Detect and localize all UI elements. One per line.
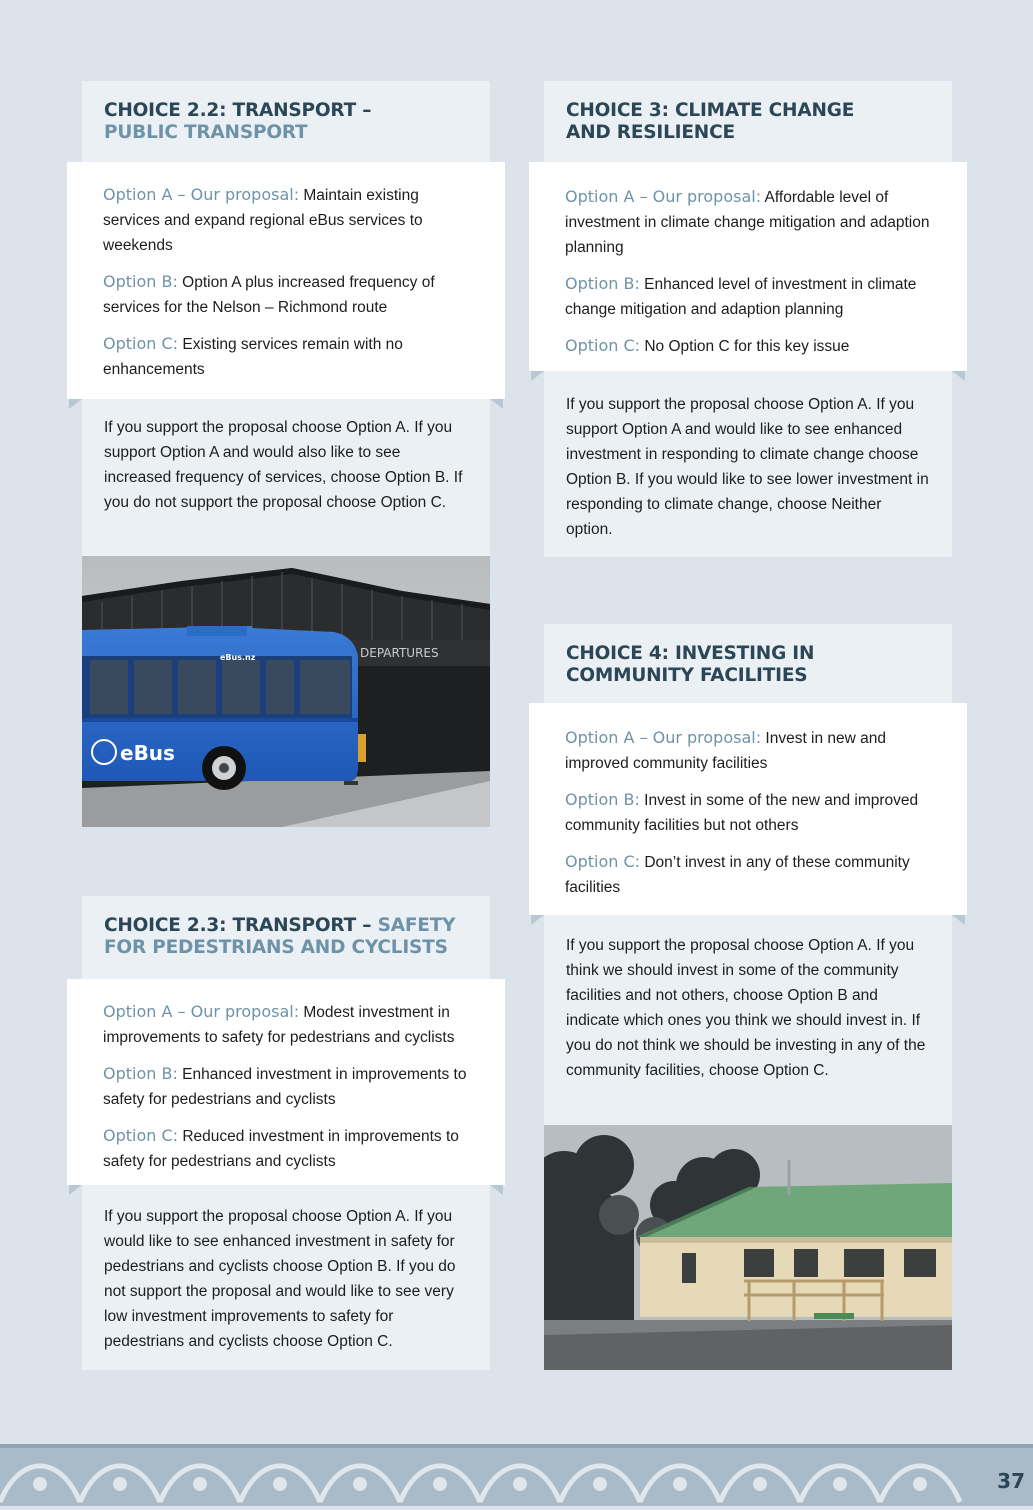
fold-corner xyxy=(69,399,82,409)
option-c-label: Option C: xyxy=(565,336,641,355)
choice-2-2-title xyxy=(104,100,468,144)
fold-corner xyxy=(69,1185,82,1195)
choice-4-title-line1: CHOICE 4: INVESTING IN xyxy=(566,643,815,664)
option-a-text: Affordable level of investment in climate change mitigation and adaption planning xyxy=(565,189,930,256)
option-b-label: Option B: xyxy=(565,274,640,293)
choice-4-note xyxy=(544,915,952,1125)
option-c-label: Option C: xyxy=(103,1126,179,1145)
choice-3-options xyxy=(529,162,967,371)
option-c-text: Don’t invest in any of these community facilities xyxy=(565,854,910,896)
fold-corner xyxy=(490,399,503,409)
option-b-label: Option B: xyxy=(103,272,178,291)
fold-corner xyxy=(952,371,965,381)
choice-4-title-line2: COMMUNITY FACILITIES xyxy=(566,665,808,686)
choice-2-2-options xyxy=(67,162,505,399)
footer-pattern xyxy=(0,1444,1033,1506)
choice-2-3-option-a xyxy=(103,999,469,1050)
option-a-label: Option A – Our proposal: xyxy=(565,187,762,206)
fold-corner xyxy=(531,915,544,925)
choice-2-3-option-c xyxy=(103,1123,469,1174)
choice-2-2-header xyxy=(82,81,490,163)
option-c-text: Existing services remain with no enhancements xyxy=(103,336,403,378)
choice-3-title xyxy=(566,100,930,144)
choice-2-3-options xyxy=(67,979,505,1185)
choice-2-3-title-line2: FOR PEDESTRIANS AND CYCLISTS xyxy=(104,937,448,958)
choice-2-2-note-text: If you support the proposal choose Option A. If you support Option A and would also like to see increased frequency of services, choose Option B. If you do not support the proposal choose Option C. xyxy=(104,419,463,511)
ebus-website: eBus.nz xyxy=(220,653,256,662)
choice-4-header xyxy=(544,624,952,705)
choice-2-3-card xyxy=(67,896,505,1370)
option-c-text: Reduced investment in improvements to safety for pedestrians and cyclists xyxy=(103,1128,459,1170)
option-a-label: Option A – Our proposal: xyxy=(103,1002,300,1021)
ebus-photo xyxy=(82,556,490,827)
choice-4-card xyxy=(529,624,967,1125)
choice-3-note-text: If you support the proposal choose Option A. If you support Option A and would like to see enhanced investment in responding to climate change choose Option B. If you would like to see lower investment in responding to climate change, choose Neither option. xyxy=(566,396,929,538)
choice-2-3-title-part1: CHOICE 2.3: TRANSPORT – xyxy=(104,915,378,936)
option-c-label: Option C: xyxy=(103,334,179,353)
option-a-text: Invest in new and improved community facilities xyxy=(565,730,887,772)
page-number: 37 xyxy=(997,1469,1025,1493)
choice-2-3-title xyxy=(104,915,468,959)
departures-sign: DEPARTURES xyxy=(360,646,439,660)
choice-2-2-option-c xyxy=(103,331,469,382)
ebus-brand: eBus xyxy=(120,741,175,765)
choice-4-option-a xyxy=(565,725,931,776)
choice-2-2-title-line2: PUBLIC TRANSPORT xyxy=(104,122,308,143)
option-a-text: Modest investment in improvements to safety for pedestrians and cyclists xyxy=(103,1004,455,1046)
ebus-illustration xyxy=(82,556,490,827)
choice-2-2-card xyxy=(67,81,505,556)
koru-pattern-icon xyxy=(0,1444,1033,1506)
choice-4-option-c xyxy=(565,849,931,900)
fold-corner xyxy=(952,915,965,925)
choice-4-title xyxy=(566,643,930,687)
choice-2-2-note xyxy=(82,399,490,556)
option-b-label: Option B: xyxy=(565,790,640,809)
choice-3-title-line1: CHOICE 3: CLIMATE CHANGE xyxy=(566,100,855,121)
choice-3-header xyxy=(544,81,952,163)
choice-2-3-option-b xyxy=(103,1061,469,1112)
community-hall-illustration xyxy=(544,1125,952,1370)
option-b-text: Invest in some of the new and improved community facilities but not others xyxy=(565,792,919,834)
option-b-text: Enhanced level of investment in climate change mitigation and adaption planning xyxy=(565,276,917,318)
choice-2-3-note xyxy=(82,1185,490,1370)
fold-corner xyxy=(531,371,544,381)
choice-4-options xyxy=(529,703,967,915)
choice-3-option-c xyxy=(565,333,931,359)
choice-4-note-text: If you support the proposal choose Option A. If you think we should invest in some of the community facilities and not others, choose Option B and indicate which ones you think we should invest in. If you do not think we should be investing in any of the community facilities, choose Option C. xyxy=(566,937,926,1079)
option-c-text: No Option C for this key issue xyxy=(640,338,850,355)
choice-2-2-option-b xyxy=(103,269,469,320)
choice-2-2-title-line1: CHOICE 2.2: TRANSPORT – xyxy=(104,100,372,121)
option-a-label: Option A – Our proposal: xyxy=(565,728,762,747)
option-c-label: Option C: xyxy=(565,852,641,871)
choice-3-title-line2: AND RESILIENCE xyxy=(566,122,735,143)
choice-3-card xyxy=(529,81,967,557)
option-b-text: Enhanced investment in improvements to safety for pedestrians and cyclists xyxy=(103,1066,467,1108)
community-hall-photo xyxy=(544,1125,952,1370)
choice-3-option-b xyxy=(565,271,931,322)
option-b-label: Option B: xyxy=(103,1064,178,1083)
choice-3-note xyxy=(544,371,952,557)
choice-3-option-a xyxy=(565,184,931,260)
choice-2-2-option-a xyxy=(103,182,469,258)
option-a-label: Option A – Our proposal: xyxy=(103,185,300,204)
fold-corner xyxy=(490,1185,503,1195)
option-a-text: Maintain existing services and expand regional eBus services to weekends xyxy=(103,187,423,254)
choice-2-3-header xyxy=(82,896,490,981)
choice-2-3-title-part2: SAFETY xyxy=(377,915,456,936)
option-b-text: Option A plus increased frequency of services for the Nelson – Richmond route xyxy=(103,274,435,316)
choice-4-option-b xyxy=(565,787,931,838)
choice-2-3-note-text: If you support the proposal choose Option A. If you would like to see enhanced investment in safety for pedestrians and cyclists choose Option B. If you do not support the proposal and would like to see very low investment improvements to safety for pedestrians and cyclists choose Option C. xyxy=(104,1208,456,1350)
